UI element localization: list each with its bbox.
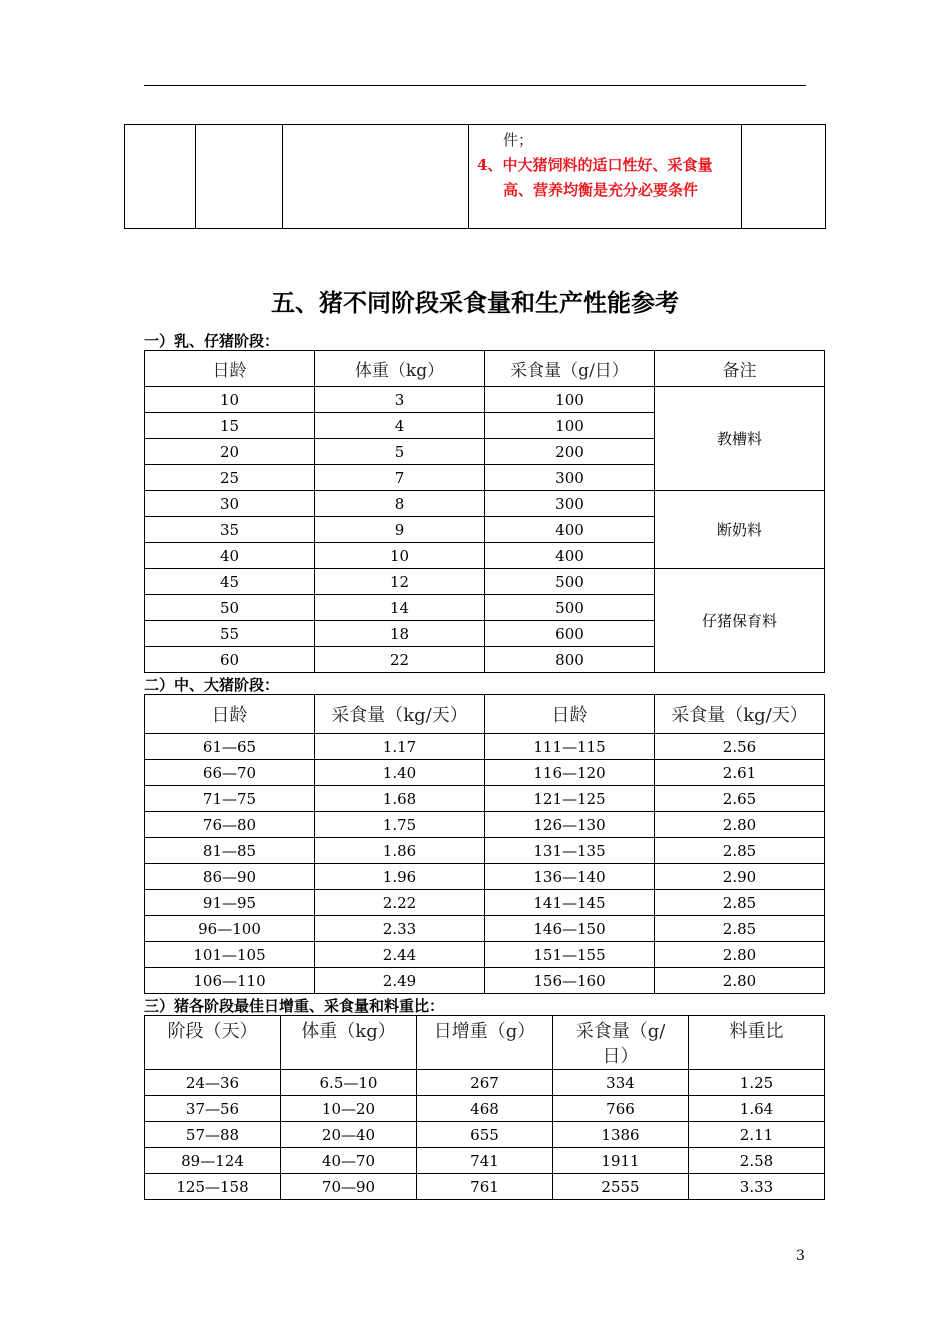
table-row: 106—110 2.49 156—160 2.80	[145, 968, 825, 994]
table-row: 86—90 1.96 136—140 2.90	[145, 864, 825, 890]
continued-text: 件；	[503, 131, 534, 149]
table-row: 37—56 10—20 468 766 1.64	[145, 1096, 825, 1122]
table-row: 45 12 500 仔猪保育料	[145, 569, 825, 595]
table2-caption: 二）中、大猪阶段：	[144, 676, 280, 694]
table-row: 76—80 1.75 126—130 2.80	[145, 812, 825, 838]
table-row: 10 3 100 教槽料	[145, 387, 825, 413]
note-cell: 仔猪保育料	[655, 569, 825, 673]
table-row: 24—36 6.5—10 267 334 1.25	[145, 1070, 825, 1096]
header-cell: 采食量（g/日）	[553, 1016, 689, 1070]
header-cell: 采食量（g/日）	[485, 351, 655, 387]
table-row: 89—124 40—70 741 1911 2.58	[145, 1148, 825, 1174]
header-cell: 阶段（天）	[145, 1016, 281, 1070]
grower-intake-table	[144, 694, 825, 994]
table-row: 60 22 800	[145, 647, 825, 673]
table3-caption: 三）猪各阶段最佳日增重、采食量和料重比：	[144, 997, 445, 1015]
table-row: 20 5 200	[145, 439, 825, 465]
item-4: 4、中大猪饲料的适口性好、采食量高、营养均衡是充分必要条件	[477, 156, 713, 199]
header-cell: 备注	[655, 351, 825, 387]
table-row: 25 7 300	[145, 465, 825, 491]
continued-table	[124, 124, 826, 229]
continued-notes-cell	[469, 125, 742, 229]
note-cell: 断奶料	[655, 491, 825, 569]
continued-cell	[742, 125, 826, 229]
table-row: 40 10 400	[145, 543, 825, 569]
continued-cell	[283, 125, 469, 229]
table-row: 125—158 70—90 761 2555 3.33	[145, 1174, 825, 1200]
table-row: 35 9 400	[145, 517, 825, 543]
continued-cell	[196, 125, 283, 229]
page-number: 3	[796, 1248, 805, 1264]
header-cell: 采食量（kg/天）	[655, 695, 825, 734]
table-row: 30 8 300 断奶料	[145, 491, 825, 517]
header-cell: 日增重（g）	[417, 1016, 553, 1070]
table-row: 66—70 1.40 116—120 2.61	[145, 760, 825, 786]
header-cell: 料重比	[689, 1016, 825, 1070]
table-row: 57—88 20—40 655 1386 2.11	[145, 1122, 825, 1148]
table-row: 61—65 1.17 111—115 2.56	[145, 734, 825, 760]
note-cell: 教槽料	[655, 387, 825, 491]
table-row: 96—100 2.33 146—150 2.85	[145, 916, 825, 942]
table-row: 50 14 500	[145, 595, 825, 621]
header-cell: 日龄	[485, 695, 655, 734]
table1-caption: 一）乳、仔猪阶段：	[144, 332, 280, 350]
performance-table	[144, 1015, 825, 1200]
header-cell: 体重（kg）	[315, 351, 485, 387]
table-row: 15 4 100	[145, 413, 825, 439]
header-cell: 日龄	[145, 695, 315, 734]
table-row: 71—75 1.68 121—125 2.65	[145, 786, 825, 812]
table-row: 81—85 1.86 131—135 2.85	[145, 838, 825, 864]
header-cell: 日龄	[145, 351, 315, 387]
table-row: 91—95 2.22 141—145 2.85	[145, 890, 825, 916]
continued-cell	[125, 125, 196, 229]
header-cell: 体重（kg）	[281, 1016, 417, 1070]
table-row: 101—105 2.44 151—155 2.80	[145, 942, 825, 968]
section-title: 五、猪不同阶段采食量和生产性能参考	[271, 288, 679, 317]
header-rule	[144, 85, 806, 86]
header-cell: 采食量（kg/天）	[315, 695, 485, 734]
piglet-intake-table	[144, 350, 825, 673]
table-row: 55 18 600	[145, 621, 825, 647]
